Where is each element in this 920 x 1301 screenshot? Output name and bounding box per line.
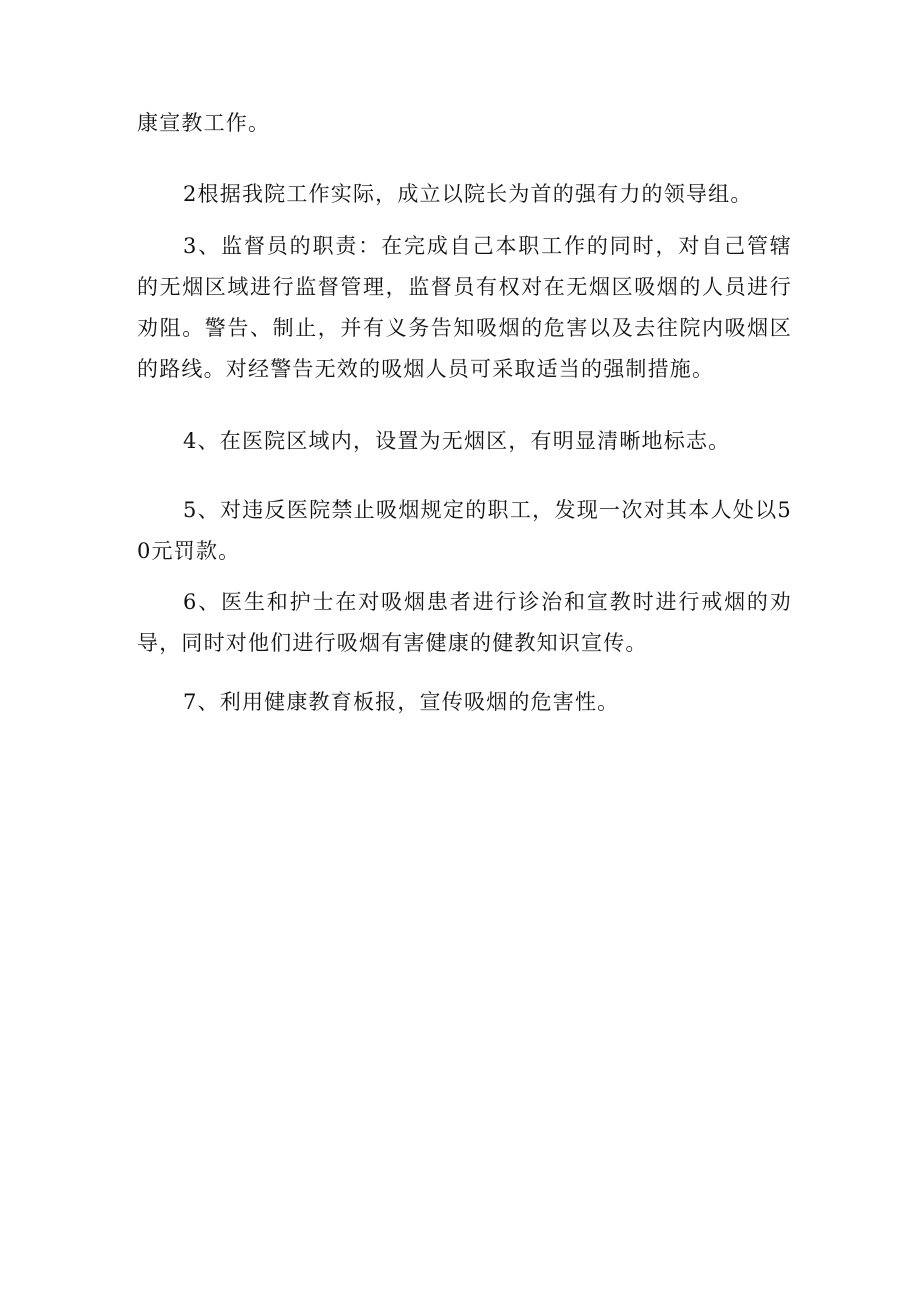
paragraph-6-doctor-guidance: 6、医生和护士在对吸烟患者进行诊治和宣教时进行戒烟的劝导，同时对他们进行吸烟有害健康的健教知识宣传。 <box>137 590 792 655</box>
paragraph-5-penalty: 5、对违反医院禁止吸烟规定的职工，发现一次对其本人处以50元罚款。 <box>137 498 792 563</box>
paragraph-continuation: 康宣教工作。 <box>137 111 271 135</box>
paragraph-2-leadership-group: 2根据我院工作实际，成立以院长为首的强有力的领导组。 <box>183 182 753 206</box>
paragraph-4-no-smoking-area: 4、在医院区域内，设置为无烟区，有明显清晰地标志。 <box>183 429 731 453</box>
paragraph-3-supervisor-duties: 3、监督员的职责：在完成自己本职工作的同时，对自己管辖的无烟区域进行监督管理，监督员有权对在无烟区吸烟的人员进行劝阻。警告、制止，并有义务告知吸烟的危害以及去往院内吸烟区的路线。对经警告无效的吸烟人员可采取适当的强制措施。 <box>137 234 792 381</box>
paragraph-7-health-board: 7、利用健康教育板报，宣传吸烟的危害性。 <box>183 690 620 714</box>
